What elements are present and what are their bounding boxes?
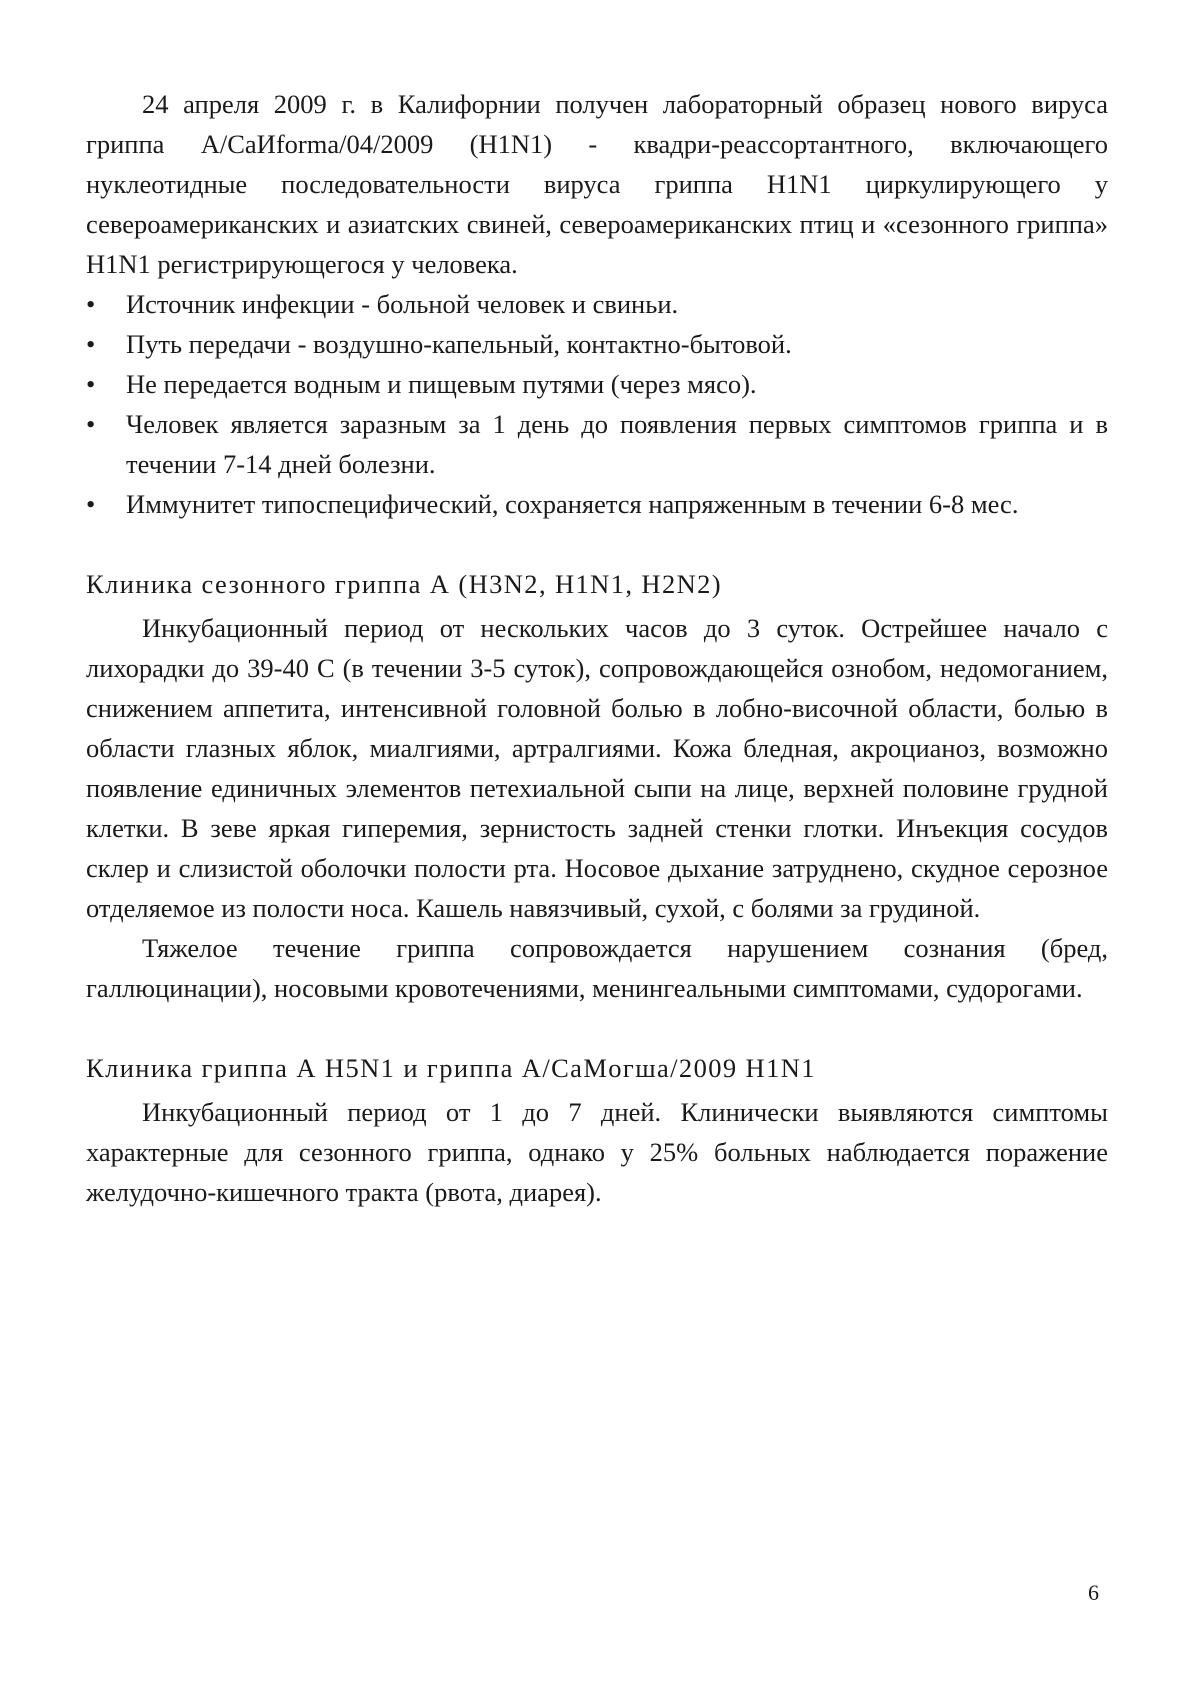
list-item: [86, 284, 1108, 324]
bullet-marker: •: [86, 409, 96, 439]
list-item: [86, 324, 1108, 364]
list-item: [86, 484, 1108, 524]
section-heading-seasonal-flu: Клиника сезонного гриппа А (H3N2, H1N1, H2N2): [86, 569, 723, 599]
facts-list: [86, 284, 1108, 524]
h5n1-paragraph: Инкубационный период от 1 до 7 дней. Клинически выявляются симптомы характерные для сезонного гриппа, однако у 25% больных наблюдается поражение желудочно-кишечного тракта (рвота, диарея).: [86, 1097, 1108, 1207]
bullet-marker: •: [86, 289, 96, 319]
section-heading-h5n1: Клиника гриппа А H5N1 и гриппа A/CaMогша/2009 H1N1: [86, 1053, 816, 1083]
severe-course-paragraph: Тяжелое течение гриппа сопровождается нарушением сознания (бред, галлюцинации), носовыми кровотечениями, менингеальными симптомами, судорогами.: [86, 933, 1108, 1003]
intro-paragraph: 24 апреля 2009 г. в Калифорнии получен лабораторный образец нового вируса гриппа A/CaИforma/04/2009 (H1N1) - квадри-реассортантного, включающего нуклеотидные последовательности вируса гриппа H1N1 циркулирующего у североамериканских и азиатских свиней, североамериканских птиц и «сезонного гриппа» H1N1 регистрирующегося у человека.: [86, 89, 1108, 279]
list-item-text: Путь передачи - воздушно-капельный, контактно-бытовой.: [126, 329, 792, 359]
bullet-marker: •: [86, 329, 96, 359]
seasonal-flu-paragraph: Инкубационный период от нескольких часов до 3 суток. Острейшее начало с лихорадки до 39-40 С (в течении 3-5 суток), сопровождающейся ознобом, недомоганием, снижением аппетита, интенсивной головной болью в лобно-височной области, болью в области глазных яблок, миалгиями, артралгиями. Кожа бледная, акроцианоз, возможно появление единичных элементов петехиальной сыпи на лице, верхней половине грудной клетки. В зеве яркая гиперемия, зернистость задней стенки глотки. Инъекция сосудов склер и слизистой оболочки полости рта. Носовое дыхание затруднено, скудное серозное отделяемое из полости носа. Кашель навязчивый, сухой, с болями за грудиной.: [86, 613, 1108, 923]
bullet-marker: •: [86, 369, 96, 399]
list-item-text: Иммунитет типоспецифический, сохраняется напряженным в течении 6-8 мес.: [126, 489, 1019, 519]
list-item-text: Не передается водным и пищевым путями (через мясо).: [126, 369, 757, 399]
list-item: [86, 404, 1108, 484]
document-page: [86, 84, 1108, 1212]
list-item: [86, 364, 1108, 404]
list-item-text: Человек является заразным за 1 день до появления первых симптомов гриппа и в течении 7-14 дней болезни.: [126, 409, 1108, 479]
bullet-marker: •: [86, 489, 96, 519]
page-number: 6: [1088, 1580, 1099, 1605]
list-item-text: Источник инфекции - больной человек и свиньи.: [126, 289, 679, 319]
